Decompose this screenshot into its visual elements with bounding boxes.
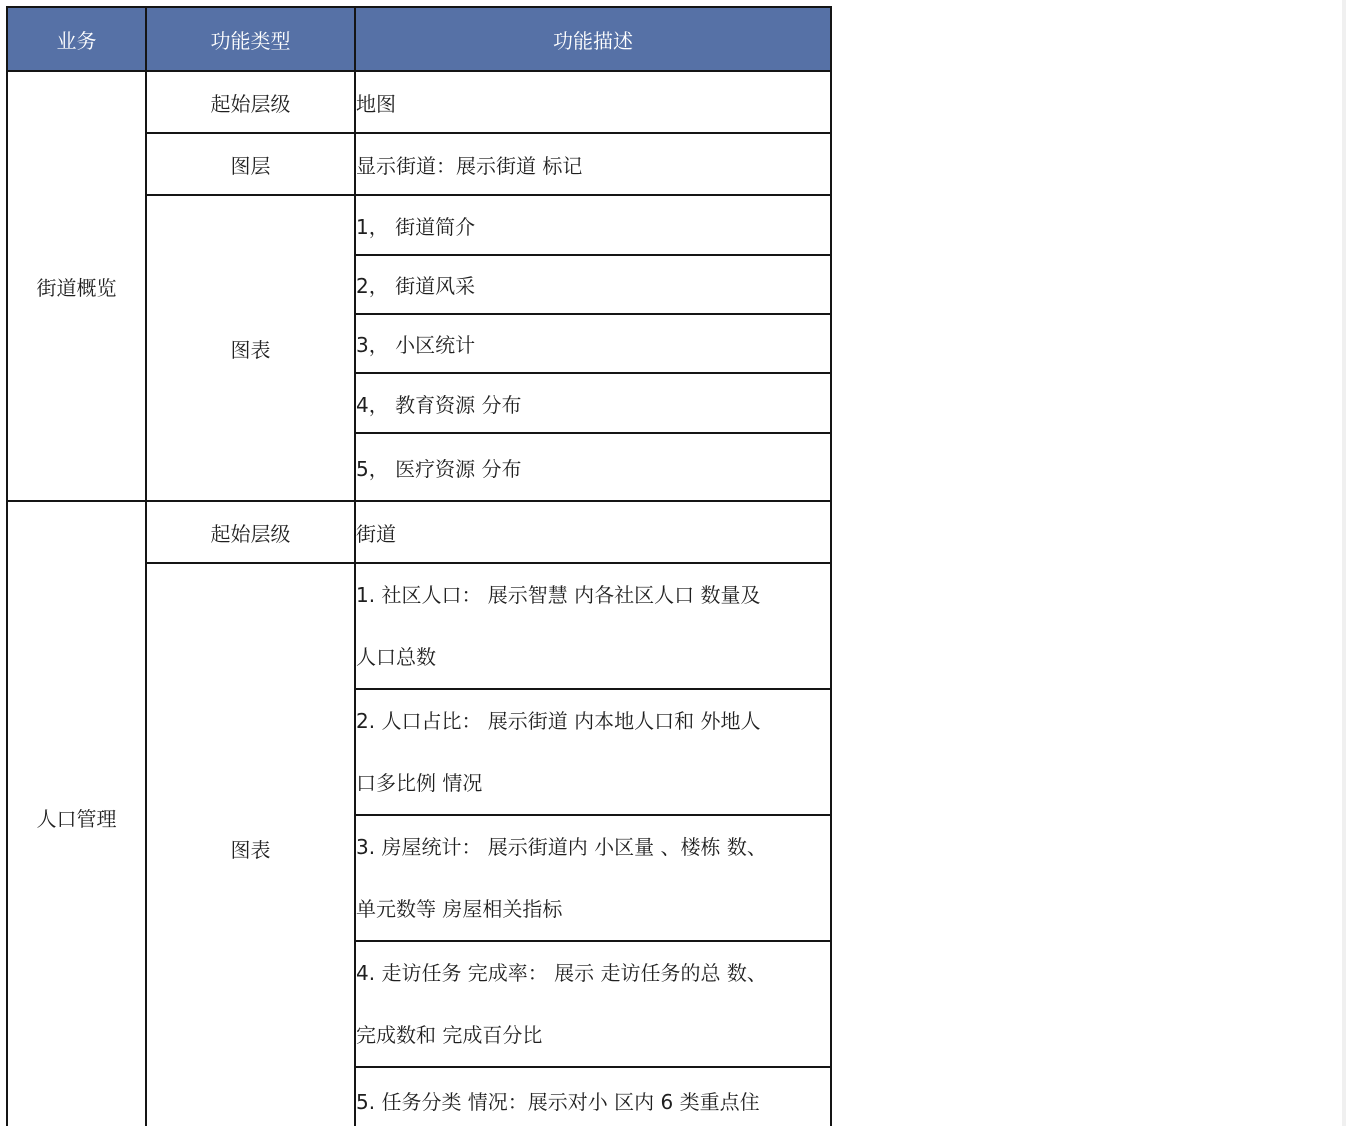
header-function-desc: 功能描述 <box>355 7 831 71</box>
desc-line: 单元数等 房屋相关指标 <box>356 897 563 921</box>
function-desc-cell: 5， 医疗资源 分布 <box>355 433 831 501</box>
function-desc-cell: 地图 <box>355 71 831 133</box>
function-desc-cell: 街道 <box>355 501 831 563</box>
function-desc-cell <box>355 941 831 1067</box>
function-type-cell: 起始层级 <box>146 71 355 133</box>
function-desc-cell: 5. 任务分类 情况：展示对小 区内 6 类重点住 <box>355 1067 831 1126</box>
function-desc-cell <box>355 815 831 941</box>
desc-line: 1. 社区人口： 展示智慧 内各社区人口 数量及 <box>356 583 761 607</box>
function-desc-cell: 显示街道：展示街道 标记 <box>355 133 831 195</box>
function-desc-cell: 1， 街道简介 <box>355 195 831 255</box>
desc-line: 3. 房屋统计： 展示街道内 小区量 、楼栋 数、 <box>356 835 767 859</box>
function-desc-cell: 2， 街道风采 <box>355 255 831 314</box>
function-type-cell: 图表 <box>146 563 355 1126</box>
scrollbar-track[interactable] <box>1342 0 1346 1126</box>
desc-line: 4. 走访任务 完成率： 展示 走访任务的总 数、 <box>356 961 767 985</box>
function-desc-cell <box>355 563 831 689</box>
function-type-cell: 图表 <box>146 195 355 501</box>
desc-line: 完成数和 完成百分比 <box>356 1023 543 1047</box>
function-desc-cell: 4， 教育资源 分布 <box>355 373 831 433</box>
desc-line: 人口总数 <box>356 645 436 669</box>
business-cell: 人口管理 <box>7 501 146 1126</box>
function-desc-cell <box>355 689 831 815</box>
table-row <box>7 71 831 133</box>
function-desc-cell: 3， 小区统计 <box>355 314 831 373</box>
desc-line: 2. 人口占比： 展示街道 内本地人口和 外地人 <box>356 709 761 733</box>
table-header-row <box>7 7 831 71</box>
feature-table <box>6 6 832 1126</box>
desc-line: 口多比例 情况 <box>356 771 483 795</box>
function-type-cell: 图层 <box>146 133 355 195</box>
business-cell: 街道概览 <box>7 71 146 501</box>
table-row <box>7 501 831 563</box>
header-business: 业务 <box>7 7 146 71</box>
function-type-cell: 起始层级 <box>146 501 355 563</box>
header-function-type: 功能类型 <box>146 7 355 71</box>
